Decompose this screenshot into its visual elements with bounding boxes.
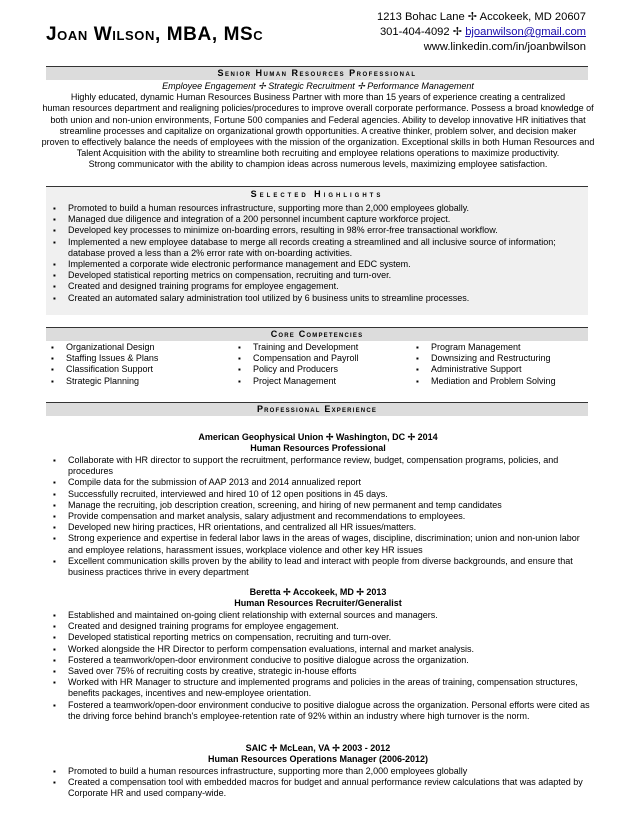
job-company: SAIC ✢ McLean, VA ✢ 2003 - 2012: [245, 743, 391, 753]
job-header: [40, 587, 596, 609]
summary-line: Highly educated, dynamic Human Resources Business Partner with more than 15 years of experience creating a centralized: [70, 92, 566, 103]
competency-item: ▪ Organizational Design: [46, 342, 226, 353]
job-bullet: ▪ Excellent communication skills proven by the ability to lead and interact with people from diverse backgrounds, and ensure that business practices thrive in every department: [48, 556, 590, 578]
competency-item: ▪ Program Management: [411, 342, 591, 353]
competencies-col-1: [46, 342, 226, 387]
highlight-item: ▪ Implemented a corporate wide electronic performance management and EDC system.: [48, 259, 584, 270]
job-position: Human Resources Operations Manager (2006-2012): [207, 754, 429, 764]
summary-line: proven to effectively balance the needs of employees with the mission of the organization. Exceptional skills in both Human Resources and: [41, 137, 595, 148]
competency-item: ▪ Policy and Producers: [233, 364, 413, 375]
competencies-col-2: [233, 342, 413, 387]
summary-line: streamline processes and capitalize on organizational growth opportunities. A creative thinker, problem solver, and decision maker: [59, 125, 577, 136]
highlights-title: Selected Highlights: [250, 189, 384, 199]
job-company: Beretta ✢ Accokeek, MD ✢ 2013: [249, 587, 387, 597]
competencies-title: Core Competencies: [46, 327, 588, 341]
competency-item: ▪ Staffing Issues & Plans: [46, 353, 226, 364]
competency-item: ▪ Project Management: [233, 376, 413, 387]
job-bullet: ▪ Compile data for the submission of AAP 2013 and 2014 annualized report: [48, 477, 590, 488]
address: 1213 Bohac Lane ✢ Accokeek, MD 20607: [376, 11, 586, 23]
highlight-item: ▪ Promoted to build a human resources infrastructure, supporting more than 2,000 employees globally.: [48, 203, 584, 214]
highlight-item: ▪ Implemented a new employee database to merge all records creating a streamlined and all inclusive source of information; database proved a less than a 2% error rate with on-boarding activities.: [48, 237, 584, 259]
highlight-item: ▪ Developed key processes to minimize on-boarding errors, resulting in 98% error-free transactional workflow.: [48, 225, 584, 236]
job-bullets: [48, 455, 590, 578]
job-bullet: ▪ Collaborate with HR director to support the recruitment, performance review, budget, compensation programs, policies, and procedures: [48, 455, 590, 477]
job-bullet: ▪ Created and designed training programs for employee engagement.: [48, 621, 590, 632]
job-header: [40, 743, 596, 765]
competencies-col-3: [411, 342, 591, 387]
job-header: [40, 432, 596, 454]
job-bullet: ▪ Created a compensation tool with embedded macros for budget and annual performance review calculations that was adapted by Corporate HR and used company-wide.: [48, 777, 590, 799]
competency-item: ▪ Strategic Planning: [46, 376, 226, 387]
job-bullets: [48, 766, 590, 800]
summary-line: Strong communicator with the ability to champion ideas across numerous levels, maximizing employee satisfaction.: [88, 159, 548, 170]
highlight-item: ▪ Managed due diligence and integration of a 200 personnel incumbent capture workforce project.: [48, 214, 584, 225]
summary-subtitle: Employee Engagement ✢ Strategic Recruitment ✢ Performance Management: [162, 81, 474, 91]
phone: 301-404-4092 ✢: [379, 26, 466, 38]
highlight-item: ▪ Created an automated salary administration tool utilized by 6 business units to streamline processes.: [48, 293, 584, 304]
summary-title: Senior Human Resources Professional: [46, 66, 588, 80]
job-bullet: ▪ Developed statistical reporting metrics on compensation, recruiting and turn-over.: [48, 632, 590, 643]
competency-item: ▪ Administrative Support: [411, 364, 591, 375]
summary-line: Talent Acquisition with the ability to streamline both recruiting and employee relations operations to maximize productivity.: [76, 148, 560, 159]
job-company: American Geophysical Union ✢ Washington, DC ✢ 2014: [198, 432, 438, 442]
job-bullet: ▪ Promoted to build a human resources infrastructure, supporting more than 2,000 employees globally: [48, 766, 590, 777]
job-position: Human Resources Recruiter/Generalist: [234, 598, 402, 608]
job-bullet: ▪ Strong experience and expertise in federal labor laws in the areas of wages, discipline, discrimination; union and non-union labor and employee relations, harassment issues, workplace violence and other key HR issues: [48, 533, 590, 555]
competency-item: ▪ Downsizing and Restructuring: [411, 353, 591, 364]
job-bullet: ▪ Developed new hiring practices, HR orientations, and centralized all HR issues/matters.: [48, 522, 590, 533]
job-bullet: ▪ Saved over 75% of recruiting costs by creative, strategic in-house efforts: [48, 666, 590, 677]
contact-block: [377, 10, 586, 55]
job-bullet: ▪ Established and maintained on-going client relationship with external sources and managers.: [48, 610, 590, 621]
website-link[interactable]: www.linkedin.com/in/joanbwilson: [423, 41, 586, 53]
candidate-name: Joan Wilson, MBA, MSc: [46, 24, 264, 45]
job-bullets: [48, 610, 590, 722]
competency-item: ▪ Training and Development: [233, 342, 413, 353]
competency-item: ▪ Classification Support: [46, 364, 226, 375]
job-bullet: ▪ Provide compensation and market analysis, salary adjustment and recommendations to employees.: [48, 511, 590, 522]
summary-block: [40, 81, 596, 171]
job-position: Human Resources Professional: [250, 443, 386, 453]
competency-item: ▪ Compensation and Payroll: [233, 353, 413, 364]
highlight-item: ▪ Developed statistical reporting metrics on compensation, recruiting and turn-over.: [48, 270, 584, 281]
job-bullet: ▪ Fostered a teamwork/open-door environment conducive to positive dialogue across the organization. Personal efforts were cited as the driving force behind branch's employee-retention rate of 92% within an industry where high turnover is the norm.: [48, 700, 590, 722]
highlights-list: [48, 203, 584, 304]
highlight-item: ▪ Created and designed training programs for employee engagement.: [48, 281, 584, 292]
phone-email-line: [377, 25, 586, 40]
job-bullet: ▪ Manage the recruiting, job description creation, screening, and hiring of new permanent and temp candidates: [48, 500, 590, 511]
job-bullet: ▪ Worked alongside the HR Director to perform compensation evaluations, internal and market analysis.: [48, 644, 590, 655]
experience-title: Professional Experience: [46, 402, 588, 416]
job-bullet: ▪ Successfully recruited, interviewed and hired 10 of 12 open positions in 45 days.: [48, 489, 590, 500]
summary-line: both union and non-union environments, Fortune 500 companies and Federal agencies. Ability to develop innovative HR initiatives that: [50, 114, 586, 125]
job-bullet: ▪ Worked with HR Manager to structure and implemented programs and policies in the areas of training, compensation structures, benefits packages, incentives and new-employee orientation.: [48, 677, 590, 699]
competency-item: ▪ Mediation and Problem Solving: [411, 376, 591, 387]
summary-line: human resources department and realigning policies/procedures to improve overall corporate performance. Possess a broad knowledge of: [42, 103, 594, 114]
job-bullet: ▪ Fostered a teamwork/open-door environment conducive to positive dialogue across the organization.: [48, 655, 590, 666]
email-link[interactable]: bjoanwilson@gmail.com: [465, 26, 586, 38]
